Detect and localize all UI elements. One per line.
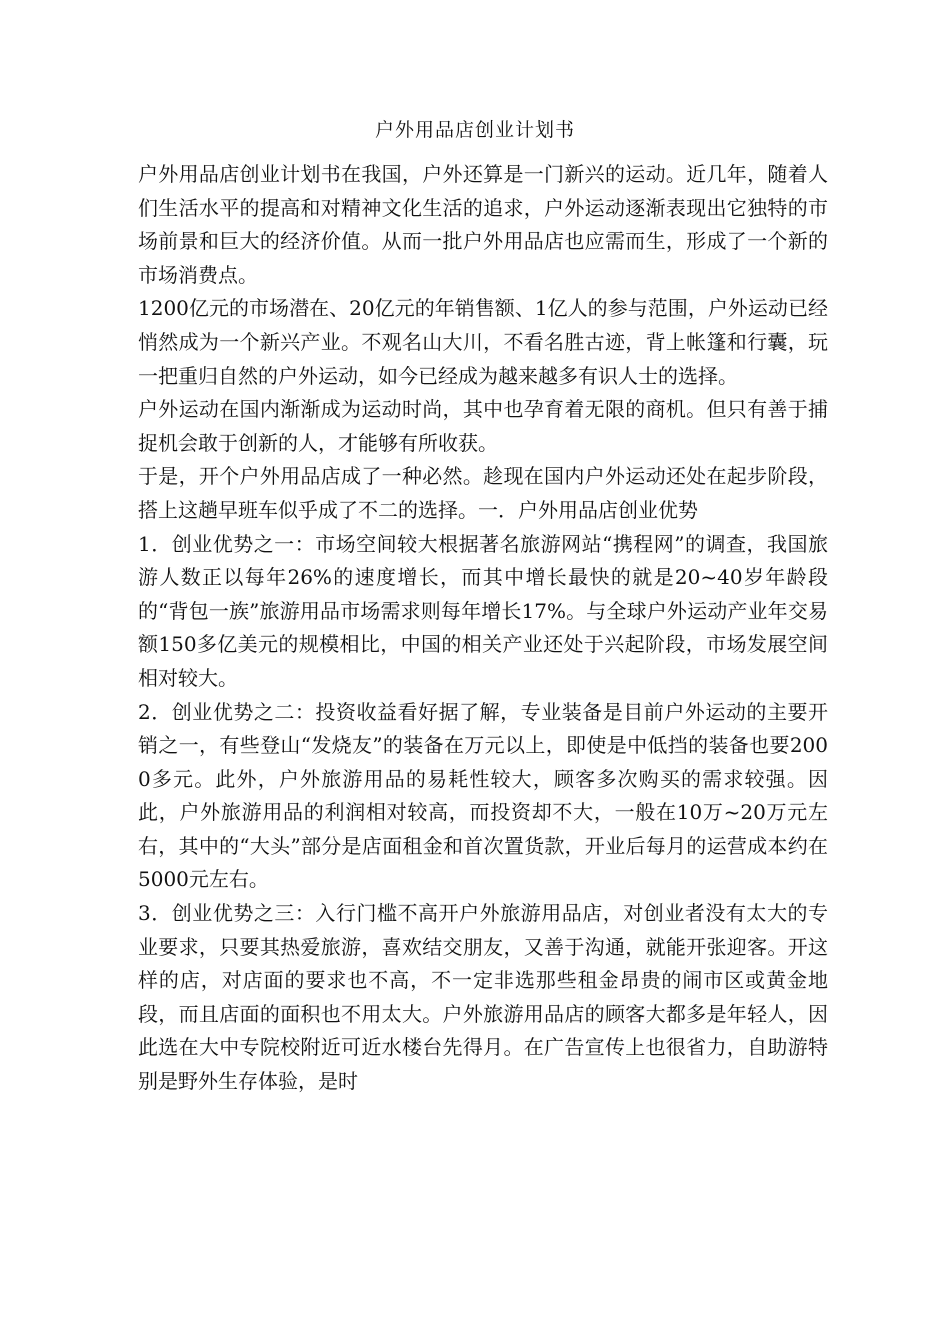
paragraph-conclusion: 于是，开个户外用品店成了一种必然。趁现在国内户外运动还处在起步阶段，搭上这趟早班车似乎成了不二的选择。一．户外用品店创业优势	[138, 464, 828, 522]
document-title: 户外用品店创业计划书	[374, 119, 575, 141]
paragraph-advantage-2: 2．创业优势之二：投资收益看好据了解，专业装备是目前户外运动的主要开销之一，有些登山“发烧友”的装备在万元以上，即使是中低挡的装备也要2000多元。此外，户外旅游用品的易耗性较大，顾客多次购买的需求较强。因此，户外旅游用品的利润相对较高，而投资却不大，一般在10万~20万元左右，其中的“大头”部分是店面租金和首次置货款，开业后每月的运营成本约在5000元左右。	[138, 699, 828, 892]
paragraph-advantage-3: 3．创业优势之三：入行门槛不高开户外旅游用品店，对创业者没有太大的专业要求，只要其热爱旅游，喜欢结交朋友，又善于沟通，就能开张迎客。开这样的店，对店面的要求也不高，不一定非选那些租金昂贵的闹市区或黄金地段，而且店面的面积也不用太大。户外旅游用品店的顾客大都多是年轻人，因此选在大中专院校附近可近水楼台先得月。在广告宣传上也很省力，自助游特别是野外生存体验，是时	[138, 901, 828, 1094]
document-body	[138, 158, 828, 1099]
paragraph-opportunity: 户外运动在国内渐渐成为运动时尚，其中也孕育着无限的商机。但只有善于捕捉机会敢于创新的人，才能够有所收获。	[138, 397, 828, 455]
paragraph-intro: 户外用品店创业计划书在我国，户外还算是一门新兴的运动。近几年，随着人们生活水平的提高和对精神文化生活的追求，户外运动逐渐表现出它独特的市场前景和巨大的经济价值。从而一批户外用品店也应需而生，形成了一个新的市场消费点。	[138, 162, 828, 287]
paragraph-market: 1200亿元的市场潜在、20亿元的年销售额、1亿人的参与范围，户外运动已经悄然成为一个新兴产业。不观名山大川，不看名胜古迹，背上帐篷和行囊，玩一把重归自然的户外运动，如今已经成为越来越多有识人士的选择。	[138, 296, 828, 388]
paragraph-advantage-1: 1．创业优势之一：市场空间较大根据著名旅游网站“携程网”的调查，我国旅游人数正以每年26%的速度增长，而其中增长最快的就是20~40岁年龄段的“背包一族”旅游用品市场需求则每年增长17%。与全球户外运动产业年交易额150多亿美元的规模相比，中国的相关产业还处于兴起阶段，市场发展空间相对较大。	[138, 531, 828, 690]
